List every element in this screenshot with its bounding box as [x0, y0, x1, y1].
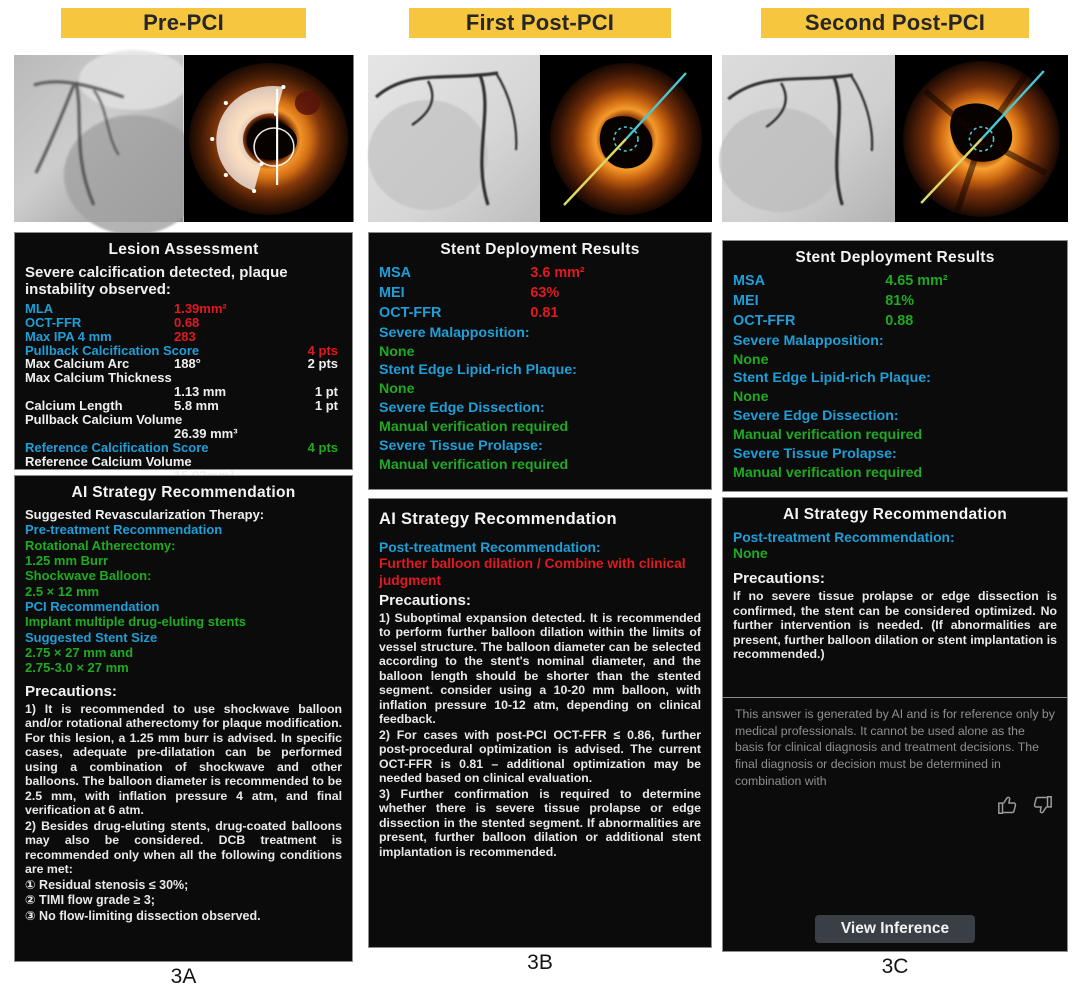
metric-points: 1 pt: [314, 398, 338, 414]
metric-row: [25, 330, 342, 344]
ai-line: Shockwave Balloon:: [25, 568, 152, 584]
condition-item: ① Residual stenosis ≤ 30%;: [25, 877, 189, 892]
condition-item: ③ No flow-limiting dissection observed.: [25, 909, 261, 924]
figure-label: 3C: [881, 955, 909, 978]
oct-image: [540, 55, 712, 222]
metric-label: MEI: [733, 292, 759, 309]
panel-title: AI Strategy Recommendation: [71, 484, 296, 501]
recommendation-text: None: [733, 546, 768, 562]
ai-line: Implant multiple drug-eluting stents: [25, 614, 246, 630]
metric-value: 0.68: [173, 314, 200, 330]
lesion-assessment-panel: [14, 232, 353, 470]
precaution-paragraph: 2) For cases with post-PCI OCT-FFR ≤ 0.86, further post-procedural optimization is advised. The current OCT-FFR is 0.81 – additional optimization may be needed based on clinical evaluation.: [379, 727, 701, 786]
metric-row: [25, 316, 342, 330]
ai-line: 1.25 mm Burr: [25, 552, 109, 568]
ai-disclaimer: This answer is generated by AI and is for reference only by medical professionals. It cannot be used alone as the basis for clinical diagnosis and treatment decisions. The final diagnosis or decision must be determined in combination with: [735, 707, 1055, 788]
metric-row: [379, 284, 701, 304]
feedback-row: [723, 790, 1067, 816]
column-pre-pci: [14, 8, 353, 989]
metric-label: MEI: [379, 284, 405, 301]
metric-label: Reference Calcium Volume: [25, 453, 192, 469]
metric-value: 188°: [173, 356, 201, 372]
thumbs-up-icon[interactable]: [997, 794, 1019, 816]
precautions-title: Precautions:: [733, 570, 825, 588]
figure-label: 3A: [170, 965, 197, 988]
metric-label: MSA: [379, 265, 411, 281]
check-value: Manual verification required: [379, 419, 569, 435]
panel-title: Stent Deployment Results: [795, 249, 995, 266]
metric-row: [25, 302, 342, 316]
ai-line: Suggested Stent Size: [25, 629, 158, 645]
check-value: Manual verification required: [379, 456, 569, 473]
ai-line: PCI Recommendation: [25, 598, 160, 614]
angiogram-image: [14, 55, 184, 222]
metric-value: 0.88: [885, 312, 914, 329]
metric-points: 2 pts: [307, 356, 338, 372]
metric-row: [25, 399, 342, 413]
condition-item: ② TIMI flow grade ≥ 3;: [25, 893, 155, 908]
metric-label: MLA: [25, 300, 54, 316]
view-inference-button[interactable]: View Inference: [815, 915, 975, 943]
metric-row: [25, 427, 342, 441]
metric-label: Pullback Calcification Score: [25, 342, 200, 358]
precaution-paragraph: If no severe tissue prolapse or edge dissection is confirmed, the stent can be considered optimized. No further intervention is needed. (If abnormalities are present, further balloon dilation or stent implantation is recommended.): [733, 589, 1057, 662]
check-value: None: [379, 343, 415, 360]
metric-value: 5.8 mm: [173, 398, 219, 414]
metric-row: [733, 312, 1057, 332]
ai-line: 2.5 × 12 mm: [25, 583, 100, 599]
spacer: [25, 385, 174, 399]
angiogram-image: [722, 55, 895, 222]
metric-row: [733, 292, 1057, 312]
precaution-paragraph: 1) Suboptimal expansion detected. It is recommended to perform further balloon dilation within the limits of vessel structure. The balloon diameter can be selected according to the stent's nominal diameter, and the balloon length should be shorter than the stented segment. consider using a 10-20 mm balloon, with inflation pressure 10-12 atm, depending on clinical feedback.: [379, 610, 701, 727]
metric-row: [25, 357, 342, 371]
check-value: Manual verification required: [733, 427, 923, 443]
column-title-pre-pci: Pre-PCI: [61, 8, 306, 38]
metric-value: 63%: [530, 284, 560, 301]
precautions-title: Precautions:: [25, 682, 117, 700]
check-label: Severe Tissue Prolapse:: [379, 437, 543, 454]
metric-label: Reference Calcification Score: [25, 439, 209, 455]
panel-title: Lesion Assessment: [108, 241, 259, 258]
recommendation-label: Post-treatment Recommendation:: [733, 530, 955, 545]
check-value: None: [733, 389, 769, 406]
recommendation-label: Post-treatment Recommendation:: [379, 540, 601, 555]
ai-line: 2.75 × 27 mm and: [25, 644, 134, 660]
panel-title: AI Strategy Recommendation: [379, 510, 617, 528]
recommendation-text: Further balloon dilation / Combine with clinical judgment: [379, 556, 686, 589]
metric-row: [379, 264, 701, 284]
ai-strategy-panel: [14, 475, 353, 962]
metric-row: [25, 385, 342, 399]
metric-label: MSA: [733, 273, 765, 289]
check-label: Stent Edge Lipid-rich Plaque:: [379, 362, 577, 379]
check-label: Severe Malapposition:: [733, 332, 884, 349]
column-title-second-post-pci: Second Post-PCI: [761, 8, 1029, 38]
ai-strategy-inner-box: [723, 498, 1067, 698]
check-label: Severe Edge Dissection:: [733, 408, 899, 425]
ai-line: 2.75-3.0 × 27 mm: [25, 660, 129, 676]
image-row: [14, 55, 353, 222]
ai-line: Suggested Revascularization Therapy:: [25, 507, 265, 522]
metric-row: [25, 371, 342, 385]
metric-value: 0.81: [530, 304, 559, 321]
metric-label: OCT-FFR: [733, 312, 796, 329]
metric-points: 4 pts: [307, 342, 338, 358]
metric-value: 3.6 mm²: [530, 265, 585, 281]
metric-row: [25, 413, 342, 427]
check-label: Severe Tissue Prolapse:: [733, 445, 897, 462]
metric-label: OCT-FFR: [379, 304, 442, 321]
ai-strategy-panel: [722, 497, 1068, 952]
metric-value: 81%: [885, 292, 915, 309]
metric-points: 4 pts: [307, 439, 338, 455]
precaution-paragraph: 1) It is recommended to use shockwave balloon and/or rotational atherectomy for plaque modification. For this lesion, a 1.25 mm burr is advised. In specific cases, adequate pre-dilatation can be performed using a combination of shockwave and other balloons. The balloon diameter is recommended to be 2.5 mm, with inflation pressure 4 atm, and final verification at 6 atm.: [25, 701, 342, 818]
angiogram-image: [368, 55, 540, 222]
metric-label: Max Calcium Thickness: [25, 370, 172, 386]
check-label: Severe Edge Dissection:: [379, 400, 545, 417]
metric-value: 4.65 mm²: [885, 273, 948, 289]
spacer: [25, 427, 174, 441]
metric-points: 1 pt: [314, 384, 338, 400]
metric-label: Max IPA 4 mm: [25, 328, 112, 344]
check-label: Stent Edge Lipid-rich Plaque:: [733, 370, 931, 387]
image-row: [722, 55, 1068, 222]
metric-row: [25, 441, 342, 455]
stent-results-panel: [722, 240, 1068, 492]
stent-results-panel: [368, 232, 712, 490]
figure-label: 3B: [527, 951, 553, 974]
metric-value: 283: [173, 328, 196, 344]
metric-value: 1.13 mm: [173, 384, 227, 400]
metric-row: [25, 344, 342, 358]
ai-line: Pre-treatment Recommendation: [25, 522, 223, 538]
check-value: Manual verification required: [733, 464, 923, 481]
precautions-title: Precautions:: [379, 591, 471, 609]
metric-row: [733, 272, 1057, 292]
ai-line: Rotational Atherectomy:: [25, 537, 176, 553]
panel-title: Stent Deployment Results: [440, 241, 640, 258]
metric-value: 1.39mm²: [173, 300, 227, 316]
column-second-post-pci: [722, 8, 1068, 989]
precaution-paragraph: 3) Further confirmation is required to determine whether there is severe tissue prolapse or edge dissection in the stented segment. If abnormalities are present, further balloon dilation or additional stent implantation is recommended.: [379, 786, 701, 859]
ai-strategy-panel: [368, 498, 712, 948]
metric-label: Pullback Calcium Volume: [25, 412, 183, 428]
metric-row: [379, 304, 701, 324]
precaution-paragraph: 2) Besides drug-eluting stents, drug-coated balloons may also be considered. DCB treatment is recommended only when all the following conditions are met:: [25, 818, 342, 877]
oct-image: [895, 55, 1068, 222]
metric-label: Max Calcium Arc: [25, 356, 130, 372]
oct-image: [184, 55, 354, 222]
panel-title: AI Strategy Recommendation: [783, 506, 1007, 523]
metric-label: OCT-FFR: [25, 314, 82, 330]
metric-value: 26.39 mm³: [173, 425, 238, 441]
check-label: Severe Malapposition:: [379, 324, 530, 341]
metric-label: Calcium Length: [25, 398, 123, 414]
check-value: None: [379, 381, 415, 398]
lesion-summary: Severe calcification detected, plaque instability observed:: [25, 264, 288, 299]
thumbs-down-icon[interactable]: [1031, 794, 1053, 816]
column-title-first-post-pci: First Post-PCI: [409, 8, 671, 38]
image-row: [368, 55, 712, 222]
check-value: None: [733, 351, 769, 368]
metric-row: [25, 455, 342, 469]
column-first-post-pci: [368, 8, 712, 989]
